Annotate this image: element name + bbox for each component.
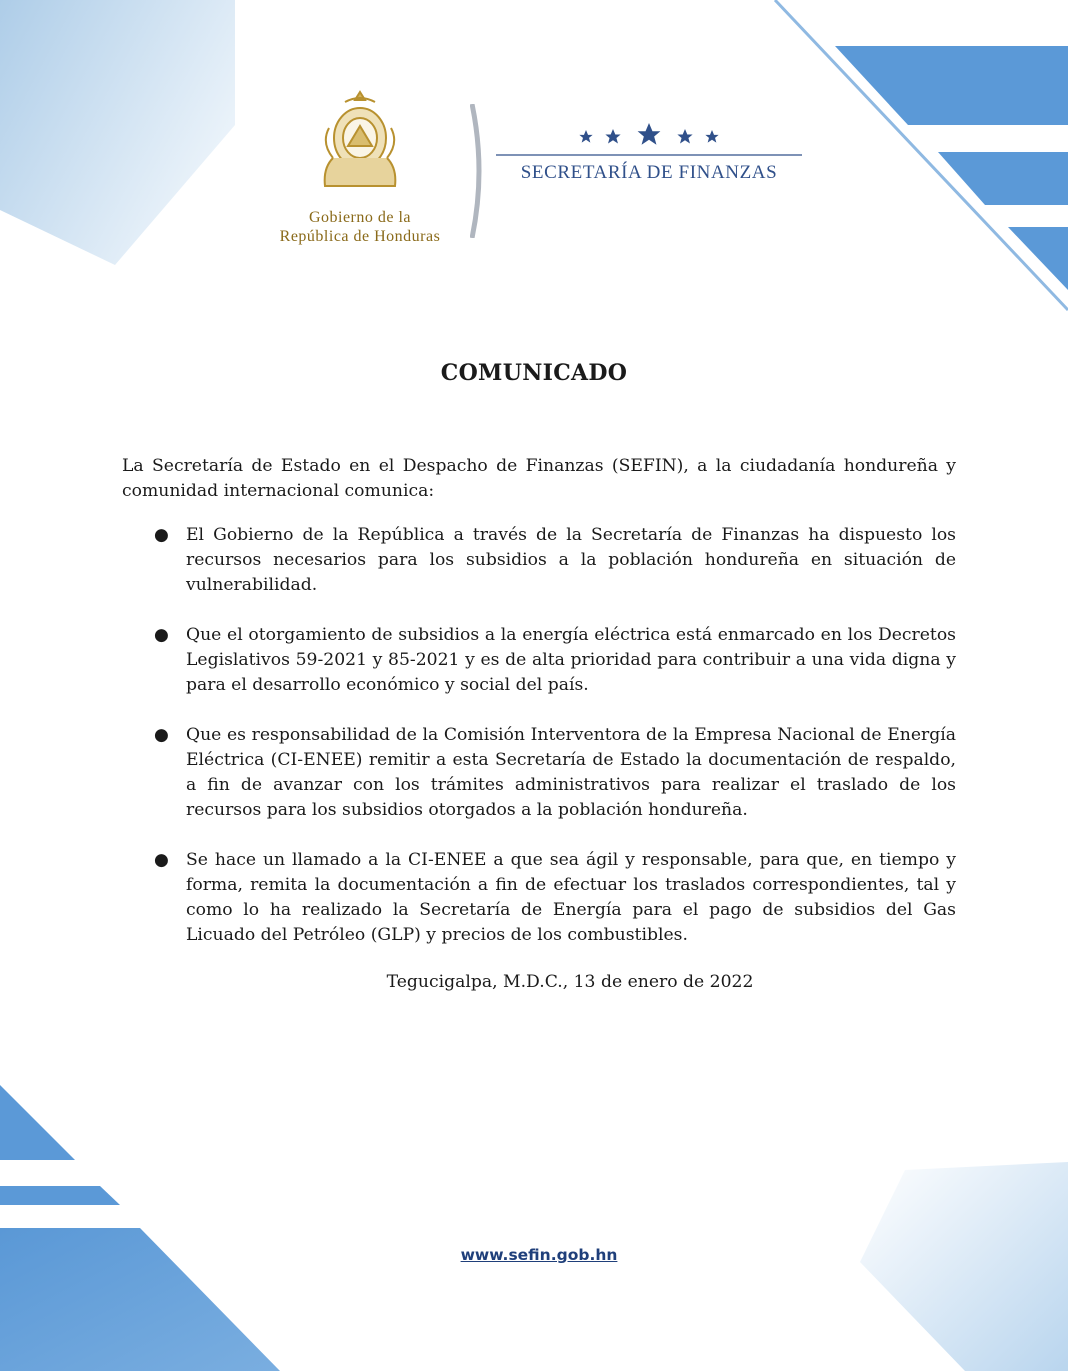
- intro-paragraph: La Secretaría de Estado en el Despacho de Finanzas (SEFIN), a la ciudadanía hondureña y comunidad internacional comunica:: [122, 456, 956, 501]
- bullet-text: Se hace un llamado a la CI-ENEE a que sea ágil y responsable, para que, en tiempo y forma, remita la documentación a fin de efectuar los traslados correspondientes, tal y como lo ha realizado la Secretaría de Energía para el pago de subsidios del Gas Licuado del Petróleo (GLP) y precios de los combustibles.: [186, 850, 956, 945]
- logo-divider: [470, 104, 486, 238]
- government-logo: [250, 88, 470, 246]
- bullet-list: [122, 523, 956, 948]
- document-title: COMUNICADO: [440, 360, 628, 386]
- list-item: [122, 623, 956, 698]
- star-icon: [496, 118, 802, 156]
- bullet-text: Que es responsabilidad de la Comisión Interventora de la Empresa Nacional de Energía Eléctrica (CI-ENEE) remitir a esta Secretaría de Estado la documentación de respaldo, a fin de avanzar con los trámites administrativos para realizar el traslado de los recursos para los subsidios otorgados a la población hondureña.: [186, 725, 956, 820]
- list-item: [122, 523, 956, 598]
- bullet-icon: ●: [154, 725, 169, 745]
- list-item: [122, 848, 956, 948]
- bullet-text: Que el otorgamiento de subsidios a la energía eléctrica está enmarcado en los Decretos Legislativos 59-2021 y 85-2021 y es de alta prioridad para contribuir a una vida digna y para el desarrollo económico y social del país.: [186, 625, 956, 695]
- bullet-icon: ●: [154, 525, 169, 545]
- document-body: [122, 454, 956, 973]
- coat-of-arms-icon: [315, 88, 405, 198]
- bullet-icon: ●: [154, 625, 169, 645]
- bullet-text: El Gobierno de la República a través de la Secretaría de Finanzas ha dispuesto los recursos necesarios para los subsidios a la población hondureña en situación de vulnerabilidad.: [186, 525, 956, 595]
- government-name: [250, 208, 470, 246]
- list-item: [122, 723, 956, 823]
- secretariat-name: SECRETARÍA DE FINANZAS: [520, 162, 778, 183]
- bullet-icon: ●: [154, 850, 169, 870]
- website-link[interactable]: www.sefin.gob.hn: [460, 1246, 618, 1264]
- government-name-line2: República de Honduras: [279, 228, 441, 245]
- secretariat-logo: [496, 118, 802, 184]
- government-name-line1: Gobierno de la: [308, 209, 412, 226]
- place-and-date: Tegucigalpa, M.D.C., 13 de enero de 2022: [386, 972, 754, 992]
